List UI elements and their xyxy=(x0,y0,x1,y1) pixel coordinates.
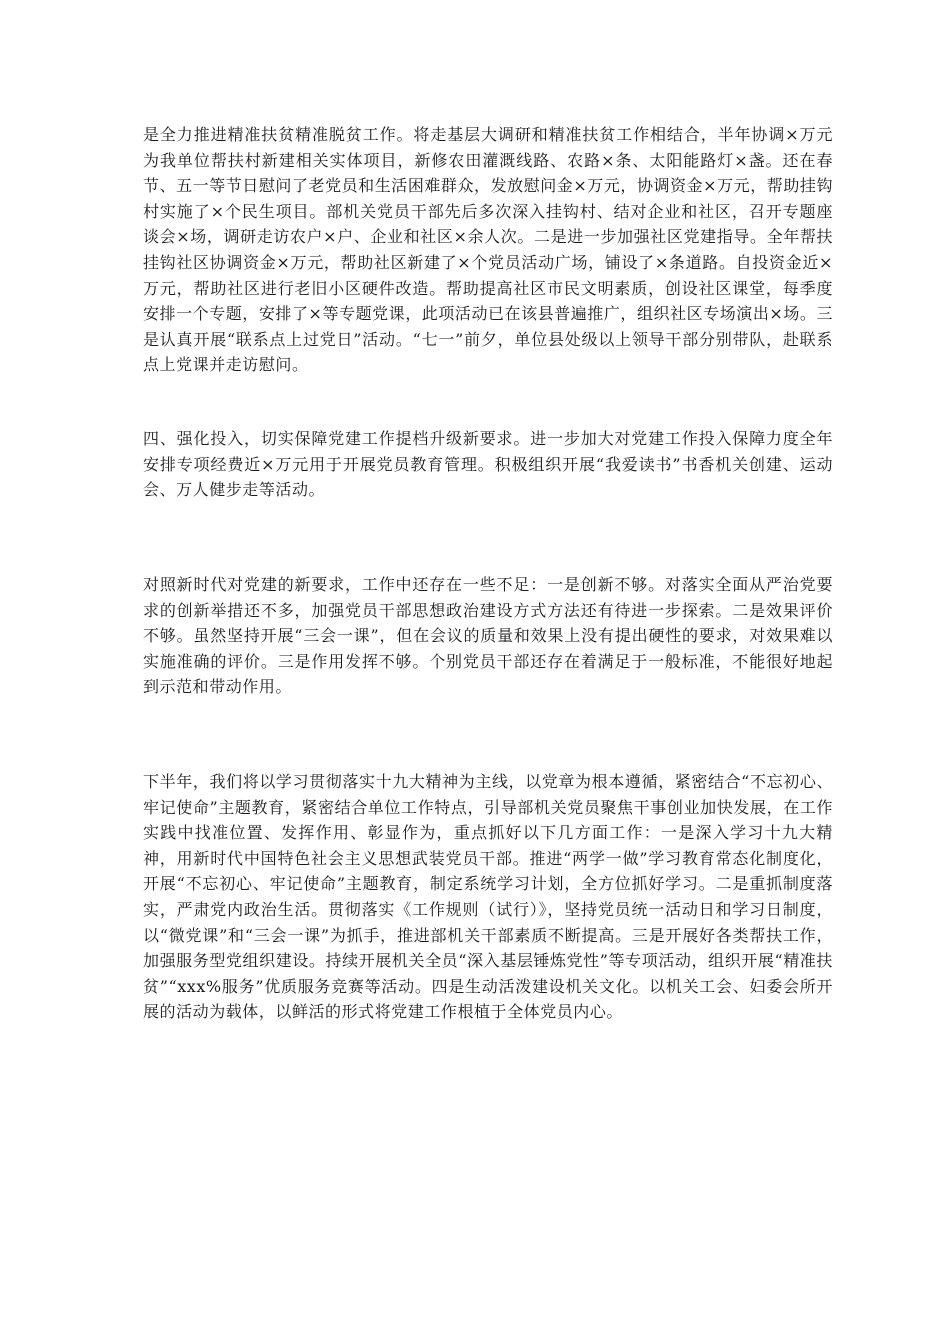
paragraph-next-half-year-plan: 下半年，我们将以学习贯彻落实十九大精神为主线，以党章为根本遵循，紧密结合“不忘初心、牢记使命”主题教育，紧密结合单位工作特点，引导部机关党员聚焦干事创业加快发展，在工作实践中找准位置、发挥作用、彰显作为，重点抓好以下几方面工作：一是深入学习十九大精神，用新时代中国特色社会主义思想武装党员干部。推进“两学一做”学习教育常态化制度化，开展“不忘初心、牢记使命”主题教育，制定系统学习计划，全方位抓好学习。二是重抓制度落实，严肃党内政治生活。贯彻落实《工作规则（试行）》，坚持党员统一活动日和学习日制度，以“微党课”和“三会一课”为抓手，推进部机关干部素质不断提高。三是开展好各类帮扶工作，加强服务型党组织建设。持续开展机关全员“深入基层锤炼党性”等专项活动，组织开展“精准扶贫”“xxx%服务”优质服务竞赛等活动。四是生动活泼建设机关文化。以机关工会、妇委会所开展的活动为载体，以鲜活的形式将党建工作根植于全体党员内心。 xyxy=(143,772,833,1022)
paragraph-shortcomings: 对照新时代对党建的新要求，工作中还存在一些不足：一是创新不够。对落实全面从严治党要求的创新举措还不多，加强党员干部思想政治建设方式方法还有待进一步探索。二是效果评价不够。虽然坚持开展“三会一课”，但在会议的质量和效果上没有提出硬性的要求，对效果难以实施准确的评价。三是作用发挥不够。个别党员干部还存在着满足于一般标准，不能很好地起到示范和带动作用。 xyxy=(143,575,833,697)
paragraph-investment-guarantee: 四、强化投入，切实保障党建工作提档升级新要求。进一步加大对党建工作投入保障力度全年安排专项经费近×万元用于开展党员教育管理。积极组织开展“我爱读书”书香机关创建、运动会、万人健步走等活动。 xyxy=(143,429,833,500)
paragraph-poverty-alleviation: 是全力推进精准扶贫精准脱贫工作。将走基层大调研和精准扶贫工作相结合，半年协调×万元为我单位帮扶村新建相关实体项目，新修农田灌溉线路、农路×条、太阳能路灯×盏。还在春节、五一等节日慰问了老党员和生活困难群众，发放慰问金×万元，协调资金×万元，帮助挂钩村实施了×个民生项目。部机关党员干部先后多次深入挂钩村、结对企业和社区，召开专题座谈会×场，调研走访农户×户、企业和社区×余人次。二是进一步加强社区党建指导。全年帮扶挂钩社区协调资金×万元，帮助社区新建了×个党员活动广场，铺设了×条道路。自投资金近×万元，帮助社区进行老旧小区硬件改造。帮助提高社区市民文明素质，创设社区课堂，每季度安排一个专题，安排了×等专题党课，此项活动已在该县普遍推广，组织社区专场演出×场。三是认真开展“联系点上过党日”活动。“七一”前夕，单位县处级以上领导干部分别带队，赴联系点上党课并走访慰问。 xyxy=(143,125,833,375)
